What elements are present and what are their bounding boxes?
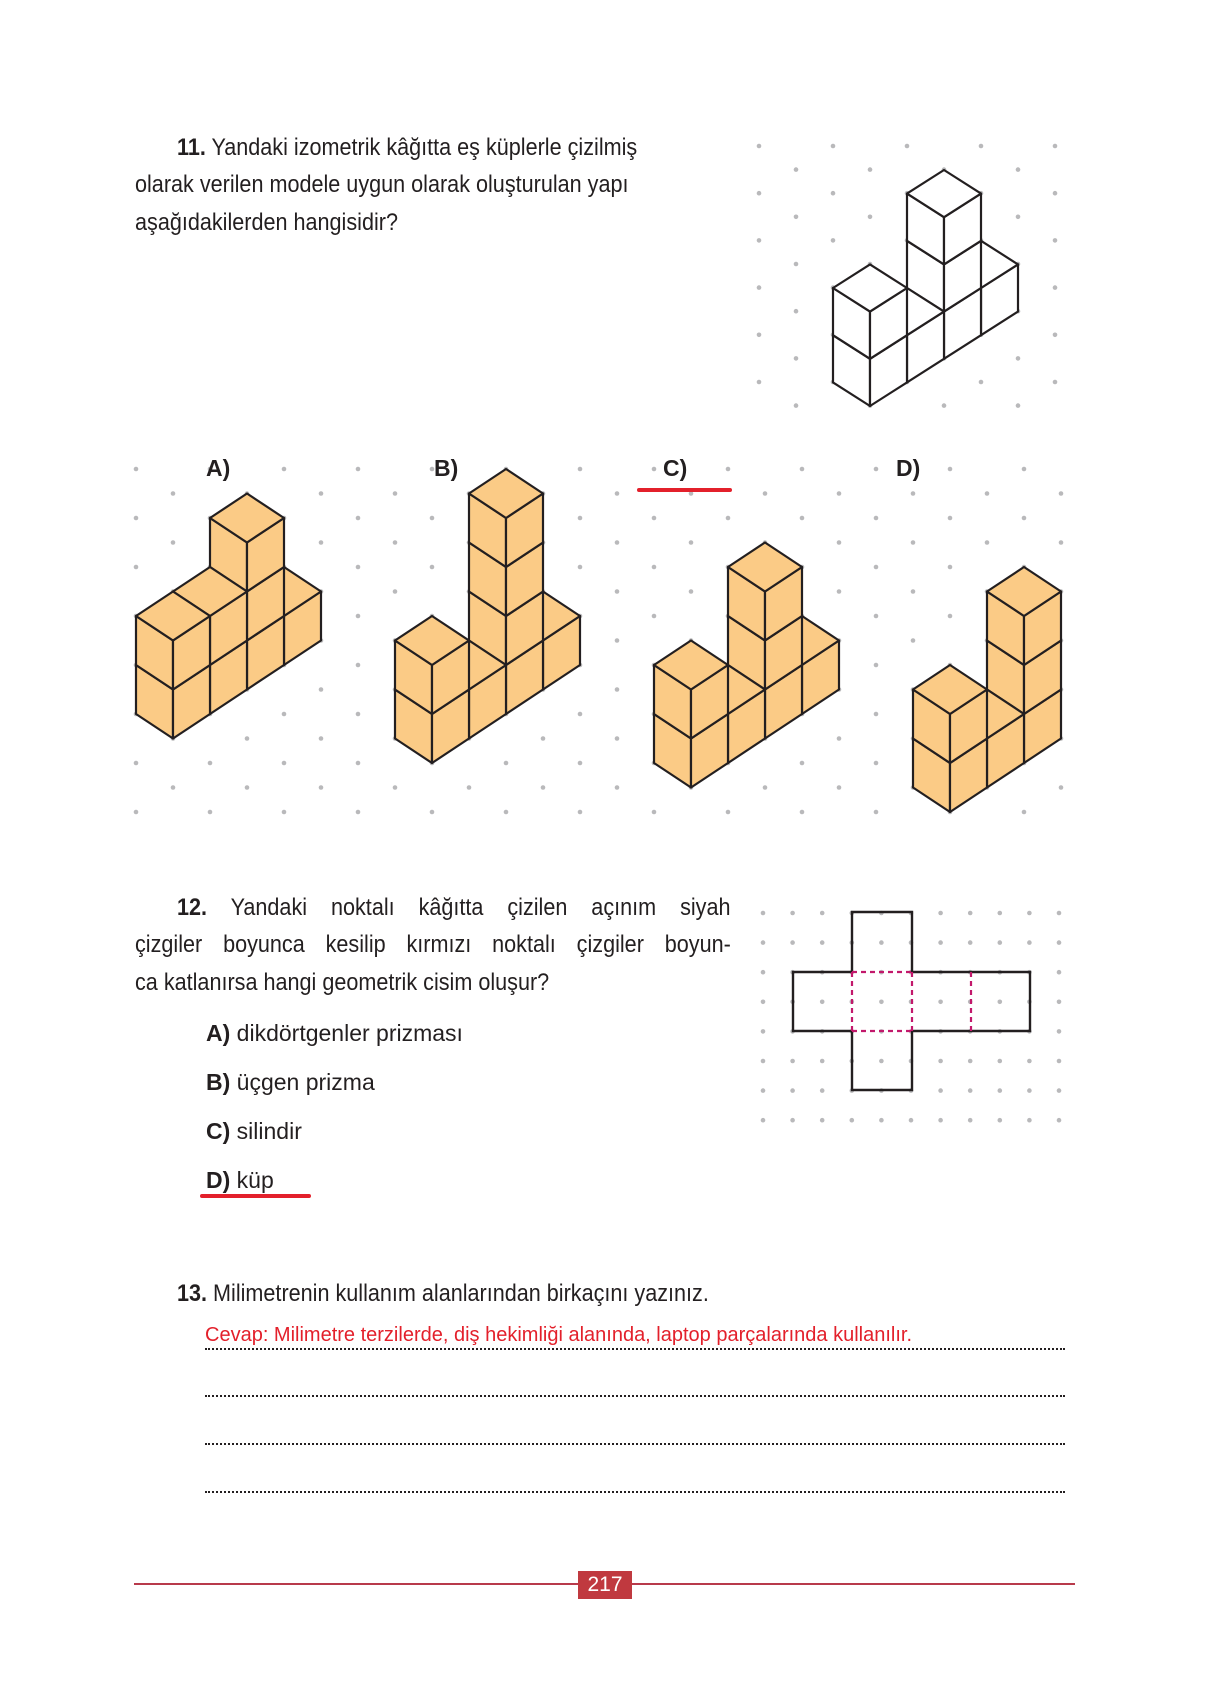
grid-dot: [282, 761, 287, 766]
grid-dot: [615, 589, 620, 594]
grid-dot: [837, 491, 842, 496]
grid-dot: [820, 1118, 825, 1123]
grid-dot: [761, 1029, 766, 1034]
grid-dot: [578, 516, 583, 521]
grid-dot: [1059, 491, 1064, 496]
grid-dot: [985, 491, 990, 496]
grid-dot: [356, 761, 361, 766]
grid-dot: [985, 540, 990, 545]
grid-dot: [790, 1118, 795, 1123]
grid-dot: [874, 614, 879, 619]
grid-dot: [790, 1059, 795, 1064]
grid-dot: [208, 810, 213, 815]
grid-dot: [794, 356, 799, 361]
grid-dot: [911, 589, 916, 594]
grid-dot: [1057, 1029, 1062, 1034]
grid-dot: [879, 1059, 884, 1064]
grid-dot: [356, 810, 361, 815]
cube-net-figure: [793, 912, 1030, 1090]
grid-dot: [761, 1000, 766, 1005]
grid-dot: [909, 1118, 914, 1123]
grid-dot: [393, 589, 398, 594]
grid-dot: [615, 785, 620, 790]
grid-dot: [615, 638, 620, 643]
grid-dot: [968, 1088, 973, 1093]
grid-dot: [794, 309, 799, 314]
q11-option-d-label[interactable]: D): [896, 455, 921, 481]
grid-dot: [800, 516, 805, 521]
grid-dot: [790, 940, 795, 945]
grid-dot: [868, 215, 873, 220]
grid-dot: [948, 565, 953, 570]
grid-dot: [911, 491, 916, 496]
grid-dot: [134, 810, 139, 815]
grid-dot: [356, 712, 361, 717]
grid-dot: [726, 467, 731, 472]
grid-dot: [134, 761, 139, 766]
grid-dot: [356, 614, 361, 619]
q12-line-1: [177, 893, 731, 923]
grid-dot: [1022, 467, 1027, 472]
grid-dot: [820, 911, 825, 916]
grid-dot: [1027, 911, 1032, 916]
grid-dot: [879, 1118, 884, 1123]
grid-dot: [652, 565, 657, 570]
grid-dot: [998, 911, 1003, 916]
grid-dot: [850, 1118, 855, 1123]
grid-dot: [968, 940, 973, 945]
answer-mark-underline-d: [200, 1194, 311, 1198]
grid-dot: [942, 403, 947, 408]
grid-dot: [1057, 940, 1062, 945]
grid-dot: [726, 516, 731, 521]
choice-text: dikdörtgenler prizması: [236, 1020, 463, 1046]
grid-dot: [1053, 144, 1058, 149]
grid-dot: [938, 1088, 943, 1093]
grid-dot: [356, 565, 361, 570]
q11-option-a-label[interactable]: A): [206, 455, 231, 481]
q12-text: Yandaki noktalı kâğıtta çizilen açınım siyah: [230, 894, 731, 921]
choice-text: üçgen prizma: [236, 1069, 375, 1095]
choice-label: D): [206, 1167, 231, 1193]
q13-question: [177, 1279, 709, 1309]
grid-dot: [968, 1118, 973, 1123]
grid-dot: [938, 911, 943, 916]
grid-dot: [879, 1000, 884, 1005]
choice-label: B): [206, 1069, 231, 1095]
grid-dot: [356, 663, 361, 668]
q12-choice-a[interactable]: [206, 1019, 463, 1047]
q11-option-c-label[interactable]: C): [663, 455, 688, 481]
grid-dot: [998, 1088, 1003, 1093]
grid-dot: [689, 589, 694, 594]
q12-choice-b[interactable]: [206, 1068, 375, 1096]
grid-dot: [393, 785, 398, 790]
q13-answer-text: Cevap: Milimetre terzilerde, diş hekimliği alanında, laptop parçalarında kullanılır.: [205, 1324, 913, 1346]
grid-dot: [948, 467, 953, 472]
grid-dot: [874, 712, 879, 717]
grid-dot: [578, 761, 583, 766]
grid-dot: [831, 191, 836, 196]
grid-dot: [1027, 1059, 1032, 1064]
answer-line-1[interactable]: [205, 1348, 1065, 1350]
grid-dot: [615, 540, 620, 545]
grid-dot: [393, 540, 398, 545]
grid-dot: [874, 810, 879, 815]
grid-dot: [979, 144, 984, 149]
grid-dot: [208, 761, 213, 766]
page-number: 217: [578, 1571, 632, 1599]
model-cube-structure: [833, 170, 1018, 406]
grid-dot: [874, 663, 879, 668]
grid-dot: [1057, 1000, 1062, 1005]
grid-dot: [800, 467, 805, 472]
grid-dot: [282, 467, 287, 472]
grid-dot: [800, 761, 805, 766]
grid-dot: [998, 1059, 1003, 1064]
grid-dot: [948, 516, 953, 521]
grid-dot: [1057, 1059, 1062, 1064]
grid-dot: [874, 516, 879, 521]
grid-dot: [837, 736, 842, 741]
grid-dot: [282, 810, 287, 815]
grid-dot: [541, 736, 546, 741]
grid-dot: [757, 144, 762, 149]
grid-dot: [615, 491, 620, 496]
q12-choice-c[interactable]: [206, 1117, 302, 1145]
grid-dot: [820, 1000, 825, 1005]
grid-dot: [504, 810, 509, 815]
grid-dot: [1022, 516, 1027, 521]
grid-dot: [578, 810, 583, 815]
choice-text: silindir: [236, 1118, 302, 1144]
grid-dot: [761, 940, 766, 945]
grid-dot: [1016, 167, 1021, 172]
grid-dot: [467, 785, 472, 790]
grid-dot: [319, 785, 324, 790]
grid-dot: [837, 785, 842, 790]
grid-dot: [938, 1059, 943, 1064]
grid-dot: [761, 1059, 766, 1064]
answer-mark-underline-c: [637, 488, 732, 492]
grid-dot: [794, 167, 799, 172]
choice-label: C): [206, 1118, 231, 1144]
q12-choice-d[interactable]: [206, 1166, 274, 1194]
grid-dot: [319, 491, 324, 496]
grid-dot: [171, 540, 176, 545]
grid-dot: [1016, 356, 1021, 361]
answer-line-4[interactable]: [205, 1491, 1065, 1493]
grid-dot: [319, 736, 324, 741]
grid-dot: [652, 614, 657, 619]
grid-dot: [578, 712, 583, 717]
grid-dot: [245, 736, 250, 741]
fold-lines: [852, 972, 971, 1031]
grid-dot: [171, 491, 176, 496]
option-d-cube-structure: [913, 567, 1061, 812]
grid-dot: [761, 1118, 766, 1123]
grid-dot: [820, 1059, 825, 1064]
grid-dot: [757, 333, 762, 338]
grid-dot: [171, 785, 176, 790]
answer-line-2[interactable]: [205, 1395, 1065, 1397]
grid-dot: [578, 467, 583, 472]
grid-dot: [1057, 911, 1062, 916]
grid-dot: [356, 467, 361, 472]
grid-dot: [763, 785, 768, 790]
grid-dot: [998, 1000, 1003, 1005]
grid-dot: [968, 1059, 973, 1064]
grid-dot: [134, 467, 139, 472]
q11-line-3: aşağıdakilerden hangisidir?: [135, 209, 398, 236]
grid-dot: [652, 516, 657, 521]
grid-dot: [794, 215, 799, 220]
grid-dot: [757, 238, 762, 243]
grid-dot: [1057, 1088, 1062, 1093]
q12-number: 12.: [177, 894, 208, 921]
option-b-cube-structure: [395, 469, 580, 763]
grid-dot: [998, 1118, 1003, 1123]
grid-dot: [761, 1088, 766, 1093]
grid-dot: [968, 911, 973, 916]
grid-dot: [757, 380, 762, 385]
grid-dot: [757, 285, 762, 290]
grid-dot: [761, 970, 766, 975]
grid-dot: [1059, 540, 1064, 545]
grid-dot: [726, 810, 731, 815]
grid-dot: [948, 614, 953, 619]
q11-text: Yandaki izometrik kâğıtta eş küplerle çizilmiş: [211, 134, 638, 161]
grid-dot: [134, 565, 139, 570]
grid-dot: [1053, 380, 1058, 385]
q11-line-1: [177, 133, 637, 163]
grid-dot: [831, 144, 836, 149]
q11-option-b-label[interactable]: B): [434, 455, 459, 481]
grid-dot: [938, 1000, 943, 1005]
grid-dot: [689, 540, 694, 545]
grid-dot: [1027, 940, 1032, 945]
grid-dot: [868, 167, 873, 172]
grid-dot: [874, 761, 879, 766]
grid-dot: [393, 491, 398, 496]
grid-dot: [757, 191, 762, 196]
grid-dot: [911, 638, 916, 643]
q12-line-3: ca katlanırsa hangi geometrik cisim oluşur?: [135, 969, 550, 996]
grid-dot: [874, 565, 879, 570]
answer-line-3[interactable]: [205, 1443, 1065, 1445]
grid-dot: [1057, 1118, 1062, 1123]
grid-dot: [1053, 285, 1058, 290]
grid-dot: [652, 467, 657, 472]
grid-dot: [615, 687, 620, 692]
grid-dot: [820, 940, 825, 945]
grid-dot: [1053, 238, 1058, 243]
q12-line-2: çizgiler boyunca kesilip kırmızı noktalı çizgiler boyun-: [135, 931, 731, 958]
grid-dot: [1053, 191, 1058, 196]
grid-dot: [1027, 1088, 1032, 1093]
grid-dot: [879, 940, 884, 945]
grid-dot: [938, 1118, 943, 1123]
grid-dot: [938, 940, 943, 945]
grid-dot: [1059, 785, 1064, 790]
grid-dot: [794, 403, 799, 408]
grid-dot: [761, 911, 766, 916]
grid-dot: [905, 144, 910, 149]
grid-dot: [998, 940, 1003, 945]
grid-dot: [820, 1088, 825, 1093]
grid-dot: [1057, 970, 1062, 975]
grid-dot: [1016, 215, 1021, 220]
grid-dot: [1022, 810, 1027, 815]
grid-dot: [831, 238, 836, 243]
grid-dot: [319, 687, 324, 692]
grid-dot: [652, 810, 657, 815]
grid-dot: [1027, 1118, 1032, 1123]
grid-dot: [790, 1088, 795, 1093]
grid-dot: [282, 712, 287, 717]
grid-dot: [763, 491, 768, 496]
grid-dot: [541, 785, 546, 790]
grid-dot: [430, 810, 435, 815]
grid-dot: [794, 262, 799, 267]
grid-dot: [245, 785, 250, 790]
q11-line-2: olarak verilen modele uygun olarak oluşturulan yapı: [135, 171, 629, 198]
grid-dot: [874, 467, 879, 472]
grid-dot: [911, 540, 916, 545]
option-a-cube-structure: [136, 494, 321, 739]
grid-dot: [615, 736, 620, 741]
grid-dot: [837, 589, 842, 594]
grid-dot: [430, 565, 435, 570]
choice-label: A): [206, 1020, 231, 1046]
grid-dot: [134, 516, 139, 521]
q13-number: 13.: [177, 1280, 208, 1307]
grid-dot: [356, 516, 361, 521]
grid-dot: [430, 516, 435, 521]
grid-dot: [504, 761, 509, 766]
grid-dot: [800, 810, 805, 815]
q11-number: 11.: [177, 134, 206, 161]
grid-dot: [1016, 403, 1021, 408]
option-c-cube-structure: [654, 543, 839, 788]
grid-dot: [1053, 333, 1058, 338]
grid-dot: [979, 380, 984, 385]
grid-dot: [578, 565, 583, 570]
grid-dot: [790, 911, 795, 916]
q13-text: Milimetrenin kullanım alanlarından birkaçını yazınız.: [213, 1280, 709, 1307]
grid-dot: [319, 540, 324, 545]
grid-dot: [837, 540, 842, 545]
choice-text: küp: [236, 1167, 274, 1193]
